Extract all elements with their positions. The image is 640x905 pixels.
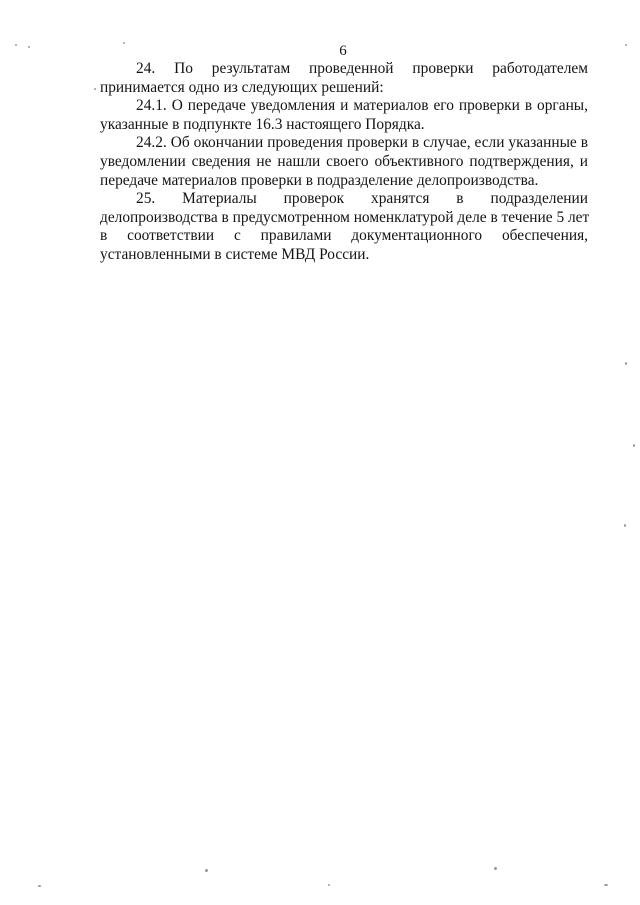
scan-speck — [625, 362, 627, 365]
scan-speck — [625, 44, 627, 46]
text-line: указанные в подпункте 16.3 настоящего Порядка. — [100, 115, 425, 133]
scan-speck — [28, 46, 30, 48]
scan-speck — [624, 524, 626, 527]
scan-speck — [123, 42, 125, 44]
text-line: установленными в системе МВД России. — [100, 245, 370, 263]
scan-speck — [94, 88, 96, 90]
paragraph-24-1 — [100, 97, 588, 134]
scan-speck — [604, 884, 608, 886]
document-body — [100, 60, 588, 265]
scan-speck — [633, 444, 635, 447]
paragraph-24-2 — [100, 134, 588, 190]
scan-speck — [205, 869, 208, 872]
text-line: принимается одно из следующих решений: — [100, 78, 384, 96]
text-line: уведомлении сведения не нашли своего объективного подтверждения, и — [100, 152, 588, 170]
paragraph-24 — [100, 60, 588, 97]
text-line: 25. Материалы проверок хранятся в подразделении — [136, 190, 588, 208]
text-line: 24.2. Об окончании проведения проверки в случае, если указанные в — [136, 134, 588, 152]
text-line: в соответствии с правилами документационного обеспечения, — [100, 227, 588, 245]
text-line: 24. По результатам проведенной проверки работодателем — [136, 60, 588, 77]
scan-speck — [328, 884, 330, 886]
page-number: 6 — [339, 43, 347, 59]
text-line: передаче материалов проверки в подразделение делопроизводства. — [100, 171, 539, 189]
scan-speck — [15, 44, 17, 46]
paragraph-25 — [100, 190, 588, 264]
scan-speck — [494, 867, 497, 870]
text-line: 24.1. О передаче уведомления и материалов его проверки в органы, — [136, 97, 588, 115]
scan-speck — [38, 885, 41, 887]
text-line: делопроизводства в предусмотренном номенклатурой деле в течение 5 лет — [100, 208, 590, 226]
